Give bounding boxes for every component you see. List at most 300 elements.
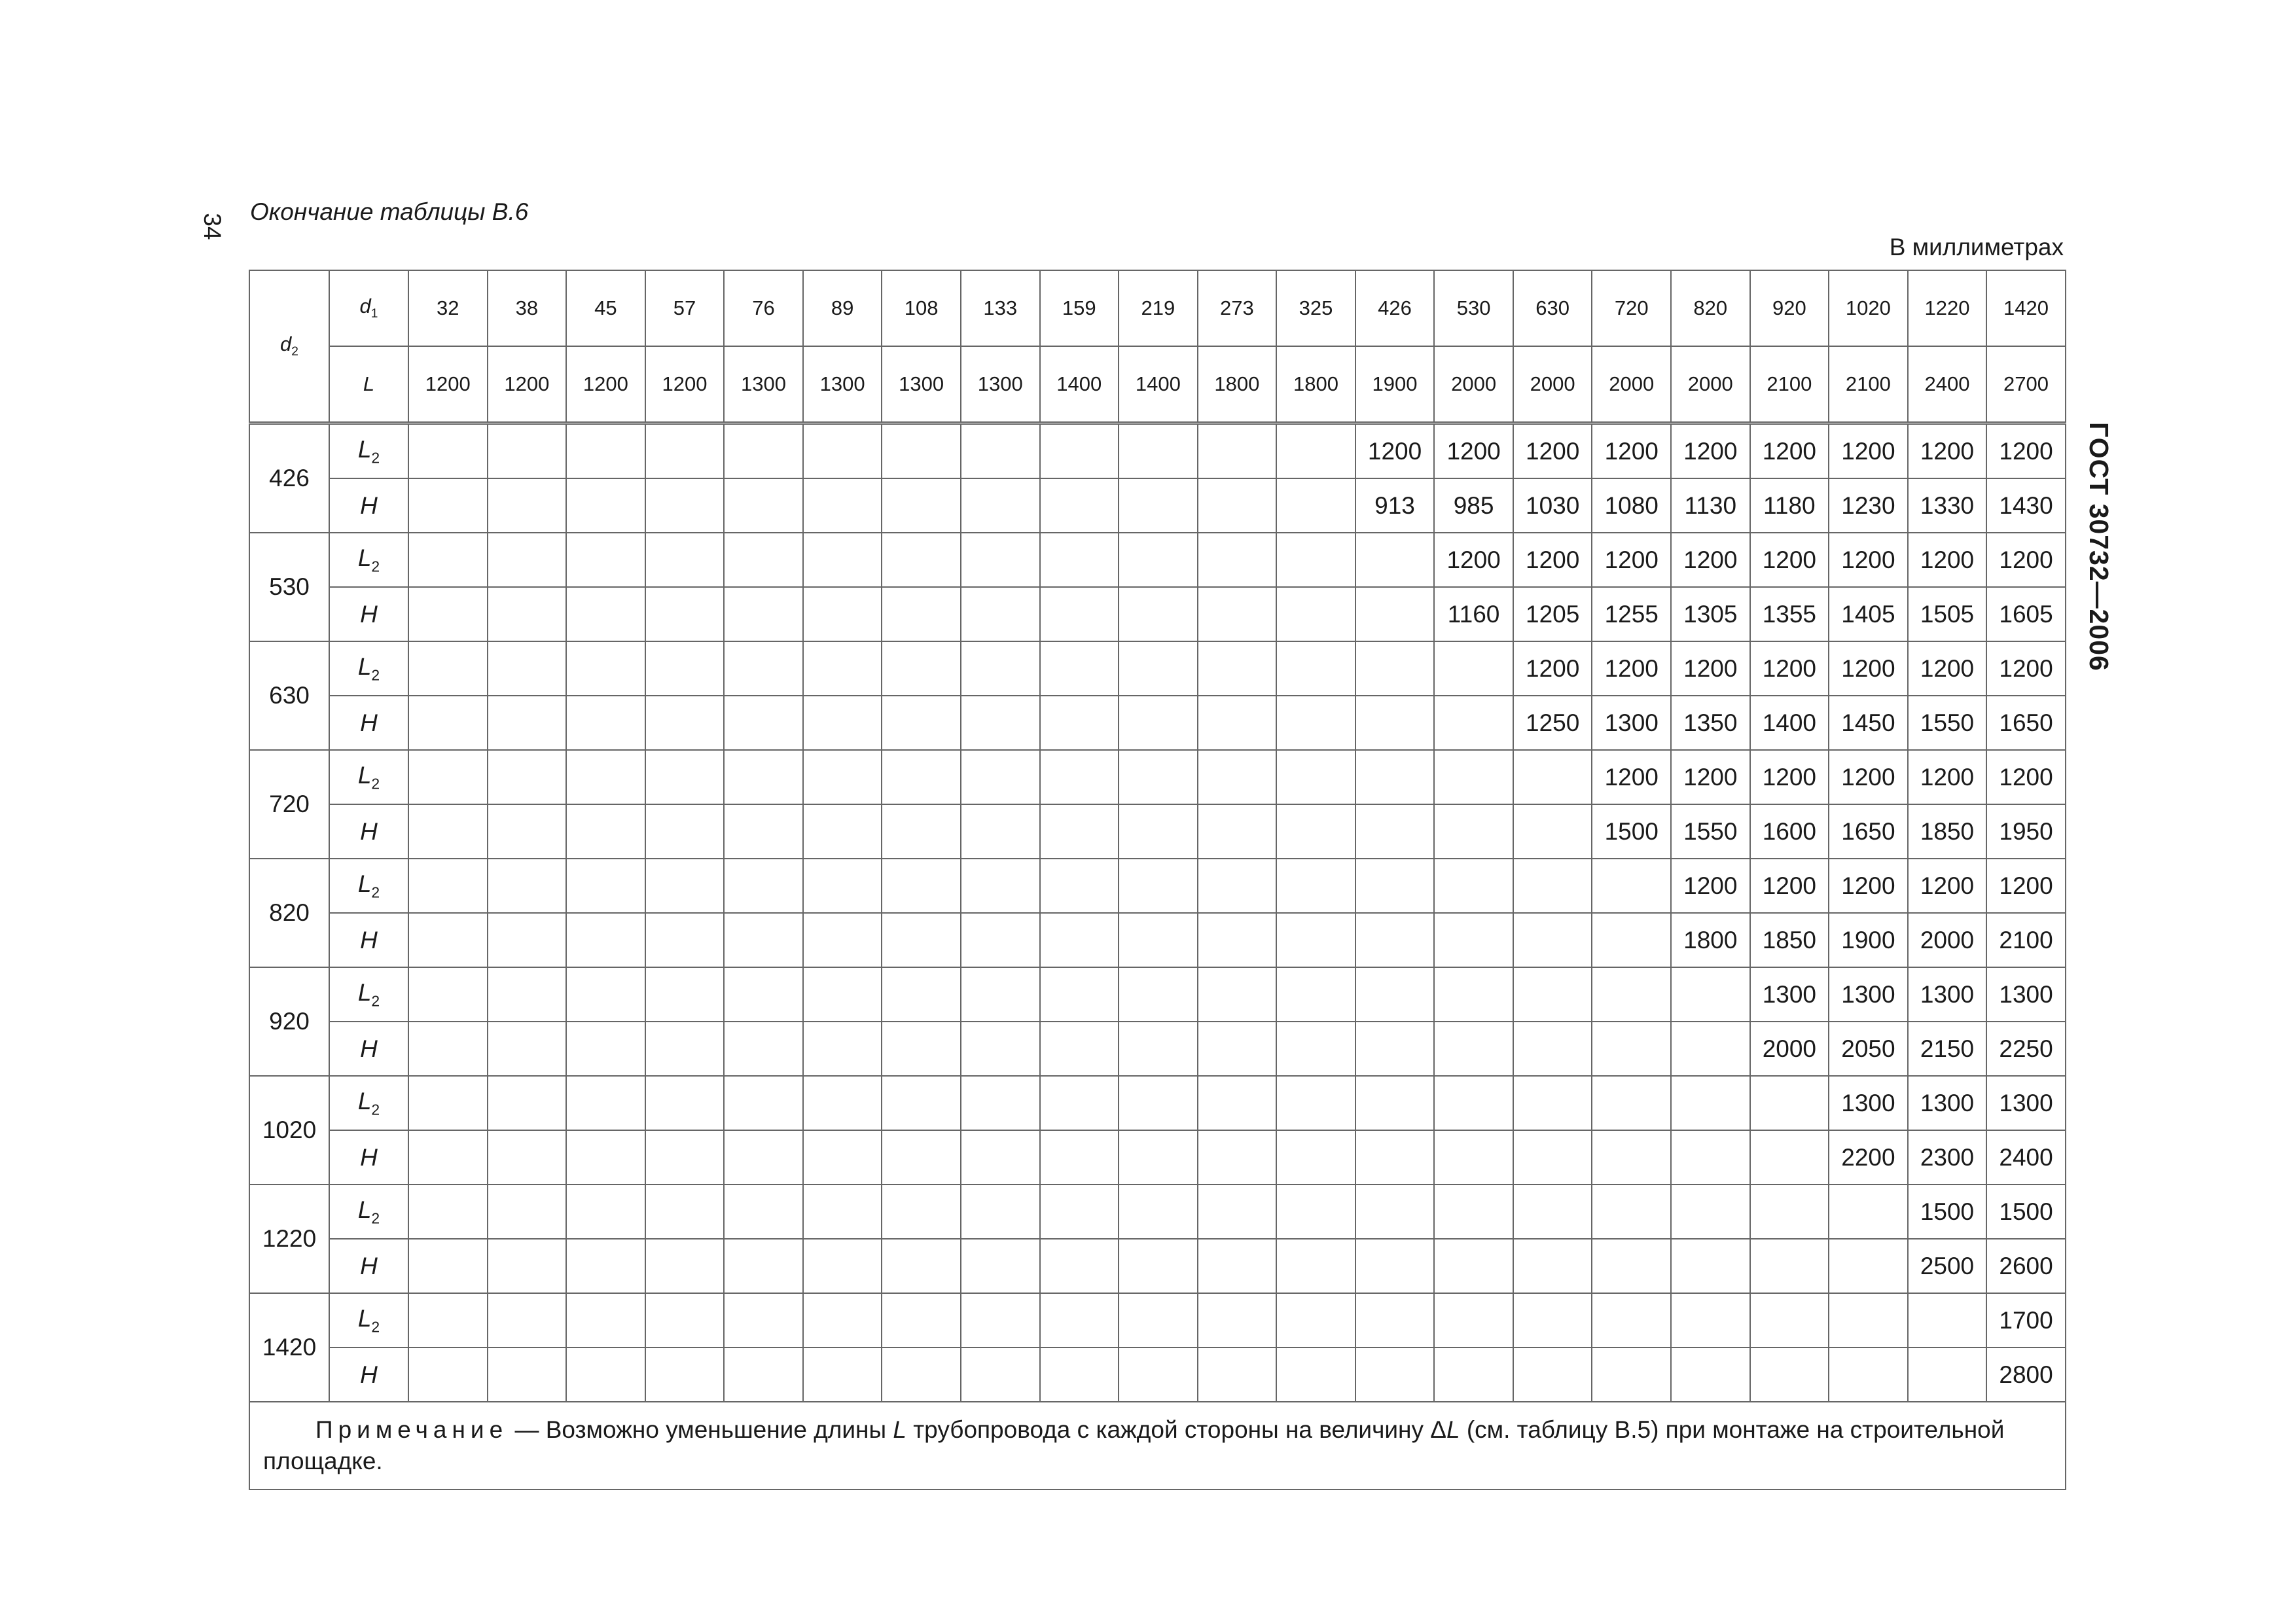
note-label: Примечание bbox=[315, 1416, 509, 1443]
table-cell bbox=[1592, 1022, 1671, 1076]
table-cell bbox=[1513, 1130, 1592, 1185]
L-value-cell: 1400 bbox=[1040, 346, 1119, 423]
param-label-L2: $L_2$ bbox=[329, 1076, 408, 1130]
table-cell bbox=[724, 423, 803, 479]
table-cell bbox=[1750, 1076, 1829, 1130]
table-cell bbox=[1592, 1347, 1671, 1402]
table-cell bbox=[1750, 1347, 1829, 1402]
d1-value-cell: 89 bbox=[803, 270, 882, 346]
table-cell bbox=[803, 1239, 882, 1293]
table-cell bbox=[1198, 1076, 1277, 1130]
table-cell bbox=[1671, 1130, 1750, 1185]
table-cell bbox=[1276, 478, 1355, 533]
param-label-H: H bbox=[329, 1239, 408, 1293]
table-cell bbox=[488, 696, 567, 750]
table-cell bbox=[803, 1022, 882, 1076]
param-label-H: H bbox=[329, 1347, 408, 1402]
table-cell: 2000 bbox=[1750, 1022, 1829, 1076]
param-label-H: H bbox=[329, 913, 408, 967]
table-cell: 1200 bbox=[1355, 423, 1435, 479]
table-cell bbox=[408, 587, 488, 641]
table-cell bbox=[645, 478, 725, 533]
table-cell bbox=[1198, 641, 1277, 696]
table-cell: 1600 bbox=[1750, 804, 1829, 859]
d2-value-cell: 530 bbox=[249, 533, 329, 641]
L-value-cell: 1900 bbox=[1355, 346, 1435, 423]
table-cell bbox=[1119, 423, 1198, 479]
table-cell: 1800 bbox=[1671, 913, 1750, 967]
param-label-H: H bbox=[329, 478, 408, 533]
table-cell bbox=[882, 1185, 961, 1239]
table-cell bbox=[645, 641, 725, 696]
table-cell: 1200 bbox=[1671, 423, 1750, 479]
d1-value-cell: 133 bbox=[961, 270, 1040, 346]
table-cell bbox=[803, 533, 882, 587]
table-cell bbox=[645, 1293, 725, 1347]
table-cell bbox=[1276, 1239, 1355, 1293]
table-cell bbox=[803, 750, 882, 804]
d2-value-cell: 630 bbox=[249, 641, 329, 750]
table-cell: 2000 bbox=[1908, 913, 1987, 967]
table-cell: 1400 bbox=[1750, 696, 1829, 750]
table-cell bbox=[724, 1293, 803, 1347]
table-cell bbox=[1355, 533, 1435, 587]
table-cell bbox=[1040, 423, 1119, 479]
table-cell bbox=[724, 696, 803, 750]
table-cell bbox=[1434, 967, 1513, 1022]
table-cell: 1130 bbox=[1671, 478, 1750, 533]
param-label-L2: $L_2$ bbox=[329, 967, 408, 1022]
table-cell bbox=[803, 423, 882, 479]
table-cell bbox=[1671, 967, 1750, 1022]
table-cell bbox=[724, 1185, 803, 1239]
L-value-cell: 1300 bbox=[724, 346, 803, 423]
table-cell: 913 bbox=[1355, 478, 1435, 533]
table-cell: 1200 bbox=[1829, 641, 1908, 696]
table-cell: 1200 bbox=[1908, 423, 1987, 479]
param-label-L2: $L_2$ bbox=[329, 641, 408, 696]
param-label-L2: $L_2$ bbox=[329, 859, 408, 913]
table-cell bbox=[882, 1130, 961, 1185]
table-row bbox=[249, 1293, 2066, 1347]
L-value-cell: 1200 bbox=[488, 346, 567, 423]
table-cell bbox=[1198, 478, 1277, 533]
table-cell bbox=[961, 587, 1040, 641]
table-cell bbox=[882, 423, 961, 479]
table-cell bbox=[1119, 913, 1198, 967]
table-cell bbox=[803, 696, 882, 750]
table-cell bbox=[882, 1022, 961, 1076]
table-cell bbox=[408, 1022, 488, 1076]
table-cell bbox=[1276, 1185, 1355, 1239]
table-cell bbox=[1276, 641, 1355, 696]
table-cell bbox=[961, 1239, 1040, 1293]
table-cell bbox=[566, 913, 645, 967]
L-value-cell: 2000 bbox=[1434, 346, 1513, 423]
table-cell: 2500 bbox=[1908, 1239, 1987, 1293]
table-cell bbox=[408, 750, 488, 804]
table-cell bbox=[1119, 1347, 1198, 1402]
table-cell bbox=[488, 1185, 567, 1239]
table-cell bbox=[566, 967, 645, 1022]
param-label-H: H bbox=[329, 696, 408, 750]
table-cell bbox=[1434, 750, 1513, 804]
table-cell: 1330 bbox=[1908, 478, 1987, 533]
table-cell bbox=[1198, 750, 1277, 804]
d1-value-cell: 530 bbox=[1434, 270, 1513, 346]
table-cell bbox=[1513, 1239, 1592, 1293]
table-cell bbox=[1276, 1347, 1355, 1402]
table-cell bbox=[724, 587, 803, 641]
table-cell bbox=[1119, 533, 1198, 587]
table-cell bbox=[1198, 587, 1277, 641]
table-cell bbox=[1198, 1239, 1277, 1293]
table-cell bbox=[645, 1022, 725, 1076]
table-cell bbox=[488, 1076, 567, 1130]
table-cell bbox=[1276, 587, 1355, 641]
table-cell bbox=[1276, 913, 1355, 967]
table-cell bbox=[1513, 750, 1592, 804]
table-cell bbox=[1119, 641, 1198, 696]
table-cell: 1200 bbox=[1513, 533, 1592, 587]
table-cell bbox=[1513, 1022, 1592, 1076]
table-row bbox=[249, 1185, 2066, 1239]
table-cell bbox=[1434, 1185, 1513, 1239]
d1-value-cell: 325 bbox=[1276, 270, 1355, 346]
param-label-L2: $L_2$ bbox=[329, 750, 408, 804]
table-cell bbox=[1040, 1022, 1119, 1076]
d1-value-cell: 57 bbox=[645, 270, 725, 346]
standard-code: ГОСТ 30732—2006 bbox=[2084, 422, 2114, 671]
table-cell bbox=[1355, 696, 1435, 750]
table-cell bbox=[566, 750, 645, 804]
table-cell bbox=[566, 696, 645, 750]
L-value-cell: 1400 bbox=[1119, 346, 1198, 423]
table-cell bbox=[961, 478, 1040, 533]
param-label-L2: $L_2$ bbox=[329, 1185, 408, 1239]
table-cell bbox=[1040, 696, 1119, 750]
param-label-H: H bbox=[329, 1022, 408, 1076]
table-row bbox=[249, 1076, 2066, 1130]
table-cell bbox=[1434, 641, 1513, 696]
table-cell bbox=[488, 859, 567, 913]
table-cell: 1160 bbox=[1434, 587, 1513, 641]
table-cell bbox=[961, 641, 1040, 696]
param-label-L2: $L_2$ bbox=[329, 1293, 408, 1347]
table-cell bbox=[1198, 533, 1277, 587]
table-cell: 1300 bbox=[1986, 1076, 2066, 1130]
L-value-cell: 2700 bbox=[1986, 346, 2066, 423]
table-cell: 1200 bbox=[1986, 533, 2066, 587]
table-cell bbox=[882, 859, 961, 913]
table-cell: 2300 bbox=[1908, 1130, 1987, 1185]
table-cell bbox=[566, 1022, 645, 1076]
table-cell bbox=[803, 967, 882, 1022]
table-cell bbox=[961, 1293, 1040, 1347]
table-cell bbox=[1040, 859, 1119, 913]
table-cell bbox=[1592, 913, 1671, 967]
table-cell bbox=[488, 1347, 567, 1402]
table-cell bbox=[1829, 1293, 1908, 1347]
table-row bbox=[249, 750, 2066, 804]
table-cell bbox=[803, 1185, 882, 1239]
d2-value-cell: 820 bbox=[249, 859, 329, 967]
param-label-H: H bbox=[329, 587, 408, 641]
table-cell bbox=[1434, 696, 1513, 750]
table-cell: 1500 bbox=[1592, 804, 1671, 859]
table-cell: 1200 bbox=[1829, 750, 1908, 804]
table-cell: 1200 bbox=[1750, 750, 1829, 804]
table-cell bbox=[882, 533, 961, 587]
table-cell bbox=[1513, 859, 1592, 913]
table-cell: 1230 bbox=[1829, 478, 1908, 533]
table-cell: 1350 bbox=[1671, 696, 1750, 750]
table-cell bbox=[566, 859, 645, 913]
table-cell bbox=[1355, 913, 1435, 967]
table-cell bbox=[882, 478, 961, 533]
table-cell bbox=[488, 804, 567, 859]
table-cell bbox=[1671, 1239, 1750, 1293]
table-cell: 1300 bbox=[1908, 967, 1987, 1022]
table-cell bbox=[882, 750, 961, 804]
table-cell bbox=[1119, 750, 1198, 804]
table-cell bbox=[1434, 1293, 1513, 1347]
table-cell bbox=[1276, 804, 1355, 859]
L-value-cell: 1800 bbox=[1276, 346, 1355, 423]
table-cell: 1300 bbox=[1986, 967, 2066, 1022]
d2-value-cell: 1020 bbox=[249, 1076, 329, 1185]
table-cell bbox=[1119, 1293, 1198, 1347]
d1-value-cell: 1420 bbox=[1986, 270, 2066, 346]
table-cell bbox=[1198, 1185, 1277, 1239]
d2-value-cell: 426 bbox=[249, 423, 329, 533]
table-cell bbox=[408, 859, 488, 913]
d1-value-cell: 1020 bbox=[1829, 270, 1908, 346]
table-cell: 1300 bbox=[1829, 967, 1908, 1022]
table-cell bbox=[1119, 1130, 1198, 1185]
table-cell bbox=[1276, 1293, 1355, 1347]
table-cell bbox=[882, 696, 961, 750]
table-cell bbox=[1040, 641, 1119, 696]
table-cell bbox=[1119, 587, 1198, 641]
table-cell bbox=[803, 587, 882, 641]
table-cell bbox=[488, 1239, 567, 1293]
d1-value-cell: 920 bbox=[1750, 270, 1829, 346]
table-cell bbox=[1592, 967, 1671, 1022]
table-row bbox=[249, 1022, 2066, 1076]
table-cell bbox=[1040, 1293, 1119, 1347]
table-cell bbox=[1040, 967, 1119, 1022]
table-cell: 1650 bbox=[1829, 804, 1908, 859]
table-cell: 1450 bbox=[1829, 696, 1908, 750]
d1-value-cell: 1220 bbox=[1908, 270, 1987, 346]
d1-value-cell: 38 bbox=[488, 270, 567, 346]
table-cell: 1200 bbox=[1592, 641, 1671, 696]
table-cell bbox=[724, 859, 803, 913]
table-cell: 1200 bbox=[1750, 423, 1829, 479]
table-cell: 1900 bbox=[1829, 913, 1908, 967]
table-cell bbox=[1355, 1293, 1435, 1347]
header-row-d1 bbox=[249, 270, 2066, 346]
table-cell: 2050 bbox=[1829, 1022, 1908, 1076]
table-cell bbox=[882, 967, 961, 1022]
table-cell bbox=[1119, 859, 1198, 913]
table-cell: 1300 bbox=[1908, 1076, 1987, 1130]
table-cell bbox=[408, 1347, 488, 1402]
table-row bbox=[249, 478, 2066, 533]
table-cell bbox=[1276, 696, 1355, 750]
table-cell bbox=[1513, 913, 1592, 967]
table-cell bbox=[645, 533, 725, 587]
table-row bbox=[249, 859, 2066, 913]
d1-value-cell: 32 bbox=[408, 270, 488, 346]
table-cell bbox=[645, 859, 725, 913]
table-cell bbox=[961, 1185, 1040, 1239]
table-cell bbox=[1198, 1130, 1277, 1185]
table-cell bbox=[1513, 1293, 1592, 1347]
table-cell: 1200 bbox=[1434, 423, 1513, 479]
table-cell bbox=[1513, 1076, 1592, 1130]
table-cell bbox=[1434, 1022, 1513, 1076]
table-cell bbox=[1198, 1293, 1277, 1347]
table-cell bbox=[566, 804, 645, 859]
d2-value-cell: 1420 bbox=[249, 1293, 329, 1402]
table-cell bbox=[408, 1239, 488, 1293]
table-cell bbox=[1434, 804, 1513, 859]
table-cell bbox=[961, 533, 1040, 587]
table-row bbox=[249, 967, 2066, 1022]
table-cell bbox=[882, 641, 961, 696]
table-cell: 1200 bbox=[1671, 641, 1750, 696]
table-cell bbox=[488, 533, 567, 587]
table-cell bbox=[408, 913, 488, 967]
table-cell bbox=[1829, 1239, 1908, 1293]
table-cell bbox=[1040, 478, 1119, 533]
table-cell: 1300 bbox=[1592, 696, 1671, 750]
table-cell bbox=[645, 1076, 725, 1130]
table-cell bbox=[1434, 1239, 1513, 1293]
table-cell bbox=[566, 1347, 645, 1402]
d1-value-cell: 108 bbox=[882, 270, 961, 346]
table-cell bbox=[1040, 750, 1119, 804]
table-cell bbox=[1592, 1293, 1671, 1347]
table-cell bbox=[408, 1185, 488, 1239]
table-cell bbox=[1276, 750, 1355, 804]
param-label-H: H bbox=[329, 804, 408, 859]
d1-value-cell: 720 bbox=[1592, 270, 1671, 346]
table-cell bbox=[1513, 1185, 1592, 1239]
table-row bbox=[249, 696, 2066, 750]
d1-value-cell: 630 bbox=[1513, 270, 1592, 346]
table-row bbox=[249, 913, 2066, 967]
table-cell: 1200 bbox=[1829, 423, 1908, 479]
table-cell bbox=[1671, 1022, 1750, 1076]
table-cell bbox=[488, 587, 567, 641]
table-cell bbox=[1355, 859, 1435, 913]
table-cell bbox=[566, 423, 645, 479]
table-cell bbox=[488, 913, 567, 967]
table-cell bbox=[1750, 1130, 1829, 1185]
table-cell bbox=[645, 967, 725, 1022]
table-cell bbox=[1908, 1293, 1987, 1347]
d1-value-cell: 219 bbox=[1119, 270, 1198, 346]
table-cell: 1200 bbox=[1750, 641, 1829, 696]
table-row bbox=[249, 423, 2066, 479]
table-cell bbox=[408, 696, 488, 750]
table-cell bbox=[1355, 587, 1435, 641]
L-value-cell: 2000 bbox=[1592, 346, 1671, 423]
L-value-cell: 1800 bbox=[1198, 346, 1277, 423]
table-cell bbox=[408, 967, 488, 1022]
d1-value-cell: 273 bbox=[1198, 270, 1277, 346]
table-cell: 2250 bbox=[1986, 1022, 2066, 1076]
table-cell bbox=[1671, 1185, 1750, 1239]
table-cell bbox=[961, 423, 1040, 479]
table-cell bbox=[645, 1347, 725, 1402]
table-cell bbox=[803, 478, 882, 533]
table-cell: 1550 bbox=[1671, 804, 1750, 859]
table-cell: 2600 bbox=[1986, 1239, 2066, 1293]
param-label-H: H bbox=[329, 1130, 408, 1185]
table-cell bbox=[1671, 1076, 1750, 1130]
table-cell: 1500 bbox=[1986, 1185, 2066, 1239]
table-cell bbox=[1908, 1347, 1987, 1402]
table-cell: 1200 bbox=[1908, 533, 1987, 587]
table-cell bbox=[1040, 1347, 1119, 1402]
table-row bbox=[249, 533, 2066, 587]
table-cell bbox=[488, 1022, 567, 1076]
table-cell bbox=[882, 1239, 961, 1293]
table-cell bbox=[803, 804, 882, 859]
table-row bbox=[249, 641, 2066, 696]
table-cell: 1605 bbox=[1986, 587, 2066, 641]
table-cell: 1200 bbox=[1434, 533, 1513, 587]
table-cell bbox=[724, 1130, 803, 1185]
table-cell bbox=[488, 478, 567, 533]
table-cell bbox=[1513, 1347, 1592, 1402]
table-cell: 1550 bbox=[1908, 696, 1987, 750]
L-value-cell: 1300 bbox=[803, 346, 882, 423]
table-cell bbox=[1119, 1185, 1198, 1239]
table-cell bbox=[1119, 696, 1198, 750]
d1-value-cell: 45 bbox=[566, 270, 645, 346]
table-cell bbox=[1671, 1347, 1750, 1402]
table-cell bbox=[1355, 804, 1435, 859]
L-value-cell: 1200 bbox=[645, 346, 725, 423]
table-cell bbox=[1119, 1239, 1198, 1293]
table-cell bbox=[408, 478, 488, 533]
table-cell: 1080 bbox=[1592, 478, 1671, 533]
table-cell bbox=[1434, 859, 1513, 913]
table-cell bbox=[1750, 1185, 1829, 1239]
d2-value-cell: 920 bbox=[249, 967, 329, 1076]
note-row bbox=[249, 1402, 2066, 1489]
table-cell bbox=[566, 1239, 645, 1293]
table-cell: 1200 bbox=[1750, 859, 1829, 913]
table-cell bbox=[882, 1076, 961, 1130]
L-value-cell: 1300 bbox=[882, 346, 961, 423]
table-cell bbox=[1355, 1022, 1435, 1076]
table-cell bbox=[882, 1347, 961, 1402]
table-cell bbox=[1119, 1022, 1198, 1076]
table-cell: 1700 bbox=[1986, 1293, 2066, 1347]
table-cell bbox=[1119, 1076, 1198, 1130]
table-cell bbox=[1671, 1293, 1750, 1347]
d2-value-cell: 1220 bbox=[249, 1185, 329, 1293]
table-cell: 1255 bbox=[1592, 587, 1671, 641]
table-cell: 1200 bbox=[1671, 533, 1750, 587]
table-cell bbox=[488, 750, 567, 804]
